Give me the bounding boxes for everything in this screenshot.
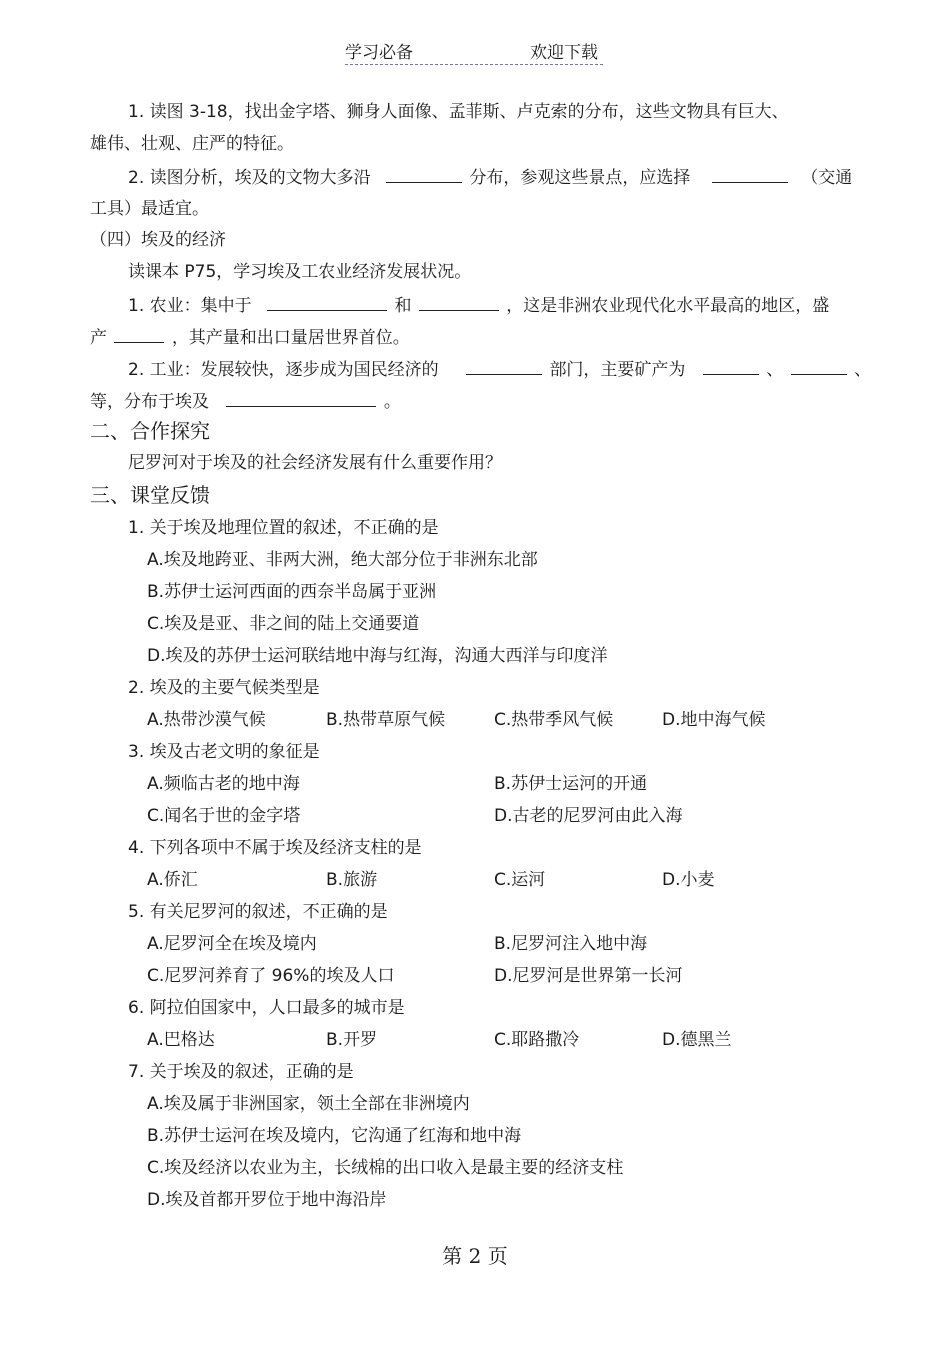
blank-mineral-2[interactable] xyxy=(791,357,847,375)
question-4-option-b[interactable]: B.旅游 xyxy=(326,870,378,890)
question-1-option-b[interactable]: B.苏伊士运河西面的西奈半岛属于亚洲 xyxy=(147,582,437,602)
question-5-stem: 5. 有关尼罗河的叙述，不正确的是 xyxy=(128,902,388,922)
question-6-stem: 6. 阿拉伯国家中，人口最多的城市是 xyxy=(128,998,405,1018)
question-6-option-b[interactable]: B.开罗 xyxy=(326,1030,378,1050)
question-2-option-a[interactable]: A.热带沙漠气候 xyxy=(147,710,266,730)
question-1-option-a[interactable]: A.埃及地跨亚、非两大洲，绝大部分位于非洲东北部 xyxy=(147,550,538,570)
industry-line-2 xyxy=(90,389,401,413)
para-2-text-a: 2. 读图分析，埃及的文物大多沿 xyxy=(128,168,371,188)
question-3-option-b[interactable]: B.苏伊士运河的开通 xyxy=(494,774,648,794)
industry-text-b: 部门，主要矿产为 xyxy=(549,360,686,380)
question-3-stem: 3. 埃及古老文明的象征是 xyxy=(128,742,320,762)
question-4-option-d[interactable]: D.小麦 xyxy=(662,870,715,890)
blank-agri-product[interactable] xyxy=(114,325,164,343)
part-2-title: 二、合作探究 xyxy=(90,419,210,443)
agriculture-line-1 xyxy=(128,293,829,317)
question-2-stem: 2. 埃及的主要气候类型是 xyxy=(128,678,320,698)
agriculture-text-l2b: ，其产量和出口量居世界首位。 xyxy=(171,328,410,348)
blank-mineral-1[interactable] xyxy=(703,357,759,375)
header-right: 欢迎下载 xyxy=(530,43,598,63)
industry-text-l2a: 等，分布于埃及 xyxy=(90,392,209,412)
question-2-option-d[interactable]: D.地中海气候 xyxy=(662,710,766,730)
header-dashed-rule xyxy=(345,64,603,65)
question-7-option-b[interactable]: B.苏伊士运河在埃及境内，它沟通了红海和地中海 xyxy=(147,1126,522,1146)
question-1-stem: 1. 关于埃及地理位置的叙述，不正确的是 xyxy=(128,518,439,538)
blank-agri-region-1[interactable] xyxy=(267,293,387,311)
question-6-option-d[interactable]: D.德黑兰 xyxy=(662,1030,732,1050)
industry-text-l2b: 。 xyxy=(383,392,401,412)
industry-line-1 xyxy=(128,357,871,381)
question-5-option-a[interactable]: A.尼罗河全在埃及境内 xyxy=(147,934,317,954)
section-4-intro: 读课本 P75，学习埃及工农业经济发展状况。 xyxy=(128,262,472,282)
question-7-option-d[interactable]: D.埃及首都开罗位于地中海沿岸 xyxy=(147,1190,387,1210)
blank-river[interactable] xyxy=(386,165,462,183)
para-1-line-2: 雄伟、壮观、庄严的特征。 xyxy=(90,134,294,154)
blank-transport[interactable] xyxy=(712,165,788,183)
para-2-text-c: （交通 xyxy=(801,168,853,188)
agriculture-line-2 xyxy=(90,325,410,349)
section-4-title: （四）埃及的经济 xyxy=(90,230,226,250)
question-2-option-b[interactable]: B.热带草原气候 xyxy=(326,710,446,730)
question-6-option-a[interactable]: A.巴格达 xyxy=(147,1030,215,1050)
question-3-option-c[interactable]: C.闻名于世的金字塔 xyxy=(147,806,301,826)
question-4-option-c[interactable]: C.运河 xyxy=(494,870,546,890)
industry-text-d: 、 xyxy=(854,360,872,380)
question-7-stem: 7. 关于埃及的叙述，正确的是 xyxy=(128,1062,354,1082)
question-6-option-c[interactable]: C.耶路撒冷 xyxy=(494,1030,580,1050)
question-7-option-a[interactable]: A.埃及属于非洲国家，领土全部在非洲境内 xyxy=(147,1094,470,1114)
para-2-line-1 xyxy=(128,165,852,189)
page-number: 第 2 页 xyxy=(442,1244,508,1268)
question-1-option-d[interactable]: D.埃及的苏伊士运河联结地中海与红海，沟通大西洋与印度洋 xyxy=(147,646,608,666)
question-3-option-d[interactable]: D.古老的尼罗河由此入海 xyxy=(494,806,683,826)
part-3-title: 三、课堂反馈 xyxy=(90,483,210,507)
question-2-option-c[interactable]: C.热带季风气候 xyxy=(494,710,614,730)
para-2-text-b: 分布，参观这些景点，应选择 xyxy=(469,168,691,188)
part-2-question: 尼罗河对于埃及的社会经济发展有什么重要作用？ xyxy=(128,453,502,473)
agriculture-text-a: 1. 农业：集中于 xyxy=(128,296,252,316)
agriculture-text-b: 和 xyxy=(394,296,412,316)
blank-industry-sector[interactable] xyxy=(466,357,542,375)
question-5-option-c[interactable]: C.尼罗河养育了 96%的埃及人口 xyxy=(147,966,395,986)
question-4-stem: 4. 下列各项中不属于埃及经济支柱的是 xyxy=(128,838,422,858)
question-5-option-b[interactable]: B.尼罗河注入地中海 xyxy=(494,934,648,954)
industry-text-c: 、 xyxy=(766,360,784,380)
para-1-line-1: 1. 读图 3-18，找出金字塔、狮身人面像、孟菲斯、卢克索的分布，这些文物具有巨大、 xyxy=(128,102,789,122)
agriculture-text-c: ，这是非洲农业现代化水平最高的地区，盛 xyxy=(506,296,830,316)
blank-agri-region-2[interactable] xyxy=(419,293,499,311)
question-3-option-a[interactable]: A.频临古老的地中海 xyxy=(147,774,300,794)
header-left: 学习必备 xyxy=(345,43,413,63)
question-1-option-c[interactable]: C.埃及是亚、非之间的陆上交通要道 xyxy=(147,614,420,634)
question-4-option-a[interactable]: A.侨汇 xyxy=(147,870,198,890)
question-7-option-c[interactable]: C.埃及经济以农业为主，长绒棉的出口收入是最主要的经济支柱 xyxy=(147,1158,624,1178)
question-5-option-d[interactable]: D.尼罗河是世界第一长河 xyxy=(494,966,683,986)
industry-text-a: 2. 工业：发展较快，逐步成为国民经济的 xyxy=(128,360,439,380)
blank-industry-location[interactable] xyxy=(226,389,376,407)
para-2-line-2: 工具）最适宜。 xyxy=(90,199,209,219)
agriculture-text-l2a: 产 xyxy=(90,328,107,348)
